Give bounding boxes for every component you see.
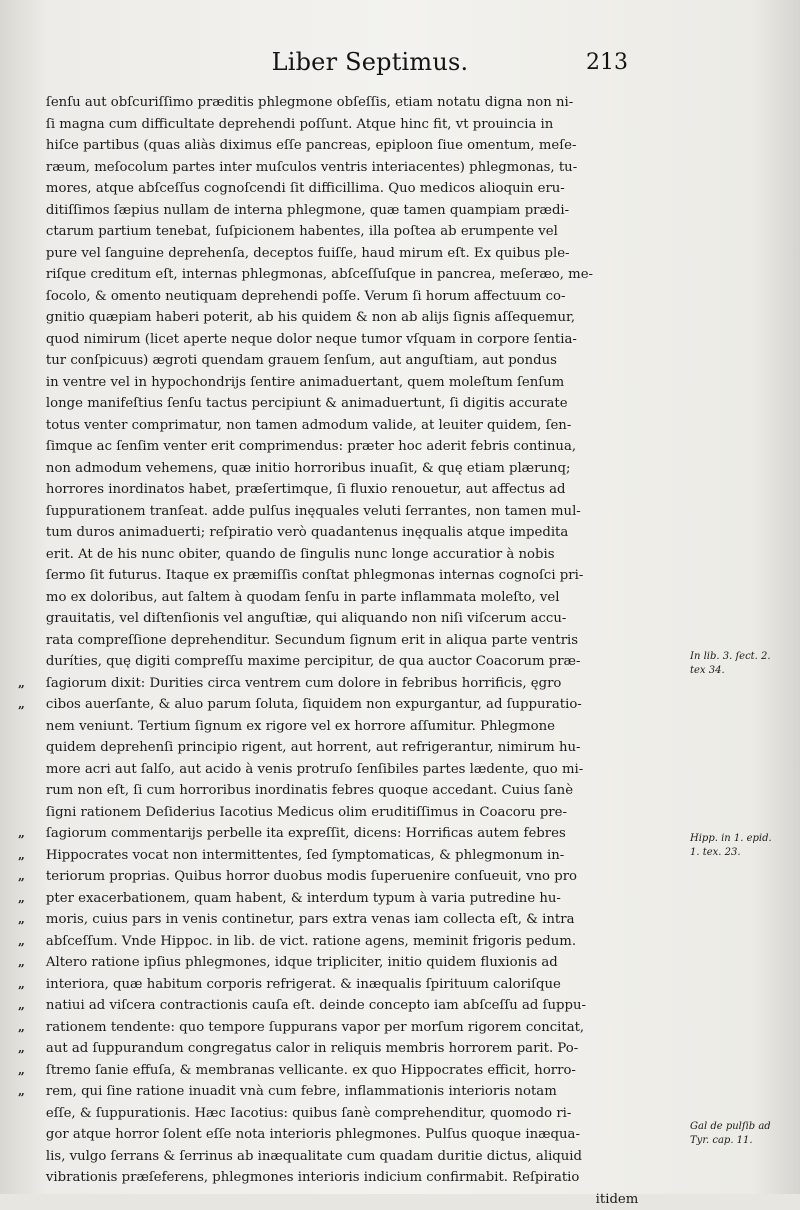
text-line [40, 673, 675, 695]
text-line [40, 694, 675, 716]
line-text: ſagiorum commentarijs perbelle ita expreſſit, dicens: Horrificas autem febres [40, 823, 668, 845]
quotation-marker: „ [18, 1017, 25, 1039]
body-text [40, 92, 675, 1210]
line-text: pure vel ſanguine deprehenſa, deceptos fuiſſe, haud mirum eſt. Ex quibus ple- [40, 243, 668, 265]
line-text: interiora, quæ habitum corporis refrigerat. & inæqualis ſpirituum caloriſque [40, 974, 668, 996]
line-text: mo ex doloribus, aut ſaltem à quodam ſenſu in parte inflammata moleſto, vel [40, 587, 668, 609]
line-text: natiui ad viſcera contractionis cauſa eſt. deinde concepto iam abſceſſu ad ſuppu- [40, 995, 668, 1017]
margin-note-line: Tyr. cap. 11. [690, 1134, 800, 1148]
line-text: longe manifeſtius ſenſu tactus percipiunt & animaduertunt, ſi digitis accurate [40, 393, 668, 415]
running-title: Liber Septimus. [240, 48, 500, 76]
line-text: ſigni rationem Deſiderius Iacotius Medicus olim eruditiſſimus in Coacoru pre- [40, 802, 668, 824]
text-line [40, 350, 675, 372]
line-text: moris, cuius pars in venis continetur, pars extra venas iam collecta eſt, & intra [40, 909, 668, 931]
quotation-marker: „ [18, 931, 25, 953]
text-line [40, 415, 675, 437]
line-text: tum duros animaduerti; reſpiratio verò quadantenus inęqualis atque impedita [40, 522, 668, 544]
text-line [40, 1167, 675, 1189]
line-text: rem, qui ſine ratione inuadit vnà cum febre, inflammationis interioris notam [40, 1081, 668, 1103]
quotation-marker: „ [18, 673, 25, 695]
text-line [40, 501, 675, 523]
text-line [40, 1124, 675, 1146]
text-line [40, 974, 675, 996]
line-text: ſimque ac ſenſim venter erit comprimendus: præter hoc aderit febris continua, [40, 436, 668, 458]
line-text: ſuppurationem tranſeat. adde pulſus inęquales veluti ſerrantes, non tamen mul- [40, 501, 668, 523]
line-text: duríties, quę digiti compreſſu maxime percipitur, de qua auctor Coacorum præ- [40, 651, 668, 673]
text-line [40, 200, 675, 222]
text-line [40, 264, 675, 286]
page-header [0, 48, 800, 88]
line-text: quod nimirum (licet aperte neque dolor neque tumor vſquam in corpore ſentia- [40, 329, 668, 351]
line-text: rationem tendente: quo tempore ſuppurans vapor per morſum rigorem concitat, [40, 1017, 668, 1039]
text-line [40, 651, 675, 673]
text-line [40, 866, 675, 888]
text-line [40, 888, 675, 910]
text-line [40, 931, 675, 953]
line-text: aut ad ſuppurandum congregatus calor in reliquis membris horrorem parit. Po- [40, 1038, 668, 1060]
line-text: rata compreſſione deprehenditur. Secundum ſignum erit in aliqua parte ventris [40, 630, 668, 652]
line-text: ſi magna cum difficultate deprehendi poſſunt. Atque hinc fit, vt prouincia in [40, 114, 668, 136]
text-line [40, 92, 675, 114]
text-line [40, 823, 675, 845]
text-line [40, 243, 675, 265]
quotation-marker: „ [18, 823, 25, 845]
text-line [40, 802, 675, 824]
text-line [40, 608, 675, 630]
text-line [40, 286, 675, 308]
text-line [40, 1060, 675, 1082]
quotation-marker: „ [18, 909, 25, 931]
line-text: lis, vulgo ſerrans & ſerrinus ab inæqualitate cum quadam duritie dictus, aliquid [40, 1146, 668, 1168]
margin-note-line: 1. tex. 23. [690, 846, 800, 860]
text-line [40, 995, 675, 1017]
line-text: ræum, meſocolum partes inter muſculos ventris interiacentes) phlegmonas, tu- [40, 157, 668, 179]
text-line [40, 630, 675, 652]
line-text: cibos auerſante, & aluo parum ſoluta, ſiquidem non expurgantur, ad ſuppuratio- [40, 694, 668, 716]
text-line [40, 329, 675, 351]
text-line [40, 307, 675, 329]
text-line [40, 135, 675, 157]
text-line [40, 178, 675, 200]
line-text: abſceſſum. Vnde Hippoc. in lib. de vict. ratione agens, meminit frigoris pedum. [40, 931, 668, 953]
line-text: ctarum partium tenebat, ſuſpicionem habentes, illa poſtea ab erumpente vel [40, 221, 668, 243]
text-line [40, 565, 675, 587]
text-line [40, 372, 675, 394]
line-text: teriorum proprias. Quibus horror duobus modis ſuperuenire conſueuit, vno pro [40, 866, 668, 888]
line-text: quidem deprehenſi principio rigent, aut horrent, aut refrigerantur, nimirum hu- [40, 737, 668, 759]
text-line [40, 522, 675, 544]
line-text: ſtremo ſanie effuſa, & membranas vellicante. ex quo Hippocrates efficit, horro- [40, 1060, 668, 1082]
margin-note-line: Hipp. in 1. epid. [690, 832, 800, 846]
text-line [40, 716, 675, 738]
margin-note-line: In lib. 3. ſect. 2. [690, 650, 800, 664]
quotation-marker: „ [18, 952, 25, 974]
text-line [40, 780, 675, 802]
line-text: ſagiorum dixit: Durities circa ventrem cum dolore in febribus horrificis, ęgro [40, 673, 668, 695]
text-line [40, 845, 675, 867]
quotation-marker: „ [18, 694, 25, 716]
quotation-marker: „ [18, 866, 25, 888]
text-line [40, 1038, 675, 1060]
text-line [40, 952, 675, 974]
line-text: erit. At de his nunc obiter, quando de ſingulis nunc longe accuratior à nobis [40, 544, 668, 566]
line-text: ſermo ſit futurus. Itaque ex præmiſſis conſtat phlegmonas internas cognoſci pri- [40, 565, 668, 587]
line-text: totus venter comprimatur, non tamen admodum valide, at leuiter quidem, ſen- [40, 415, 668, 437]
line-text: rum non eſt, ſi cum horroribus inordinatis febres quoque accedant. Cuius ſanè [40, 780, 668, 802]
quotation-marker: „ [18, 845, 25, 867]
line-text: itidem [40, 1189, 668, 1210]
text-line [40, 1103, 675, 1125]
line-text: mores, atque abſceſſus cognoſcendi ſit difficillima. Quo medicos alioquin eru- [40, 178, 668, 200]
line-text: Hippocrates vocat non intermittentes, ſed ſymptomaticas, & phlegmonum in- [40, 845, 668, 867]
quotation-marker: „ [18, 995, 25, 1017]
text-line [40, 1146, 675, 1168]
line-text: horrores inordinatos habet, præſertimque, ſi fluxio renouetur, aut affectus ad [40, 479, 668, 501]
line-text: riſque creditum eſt, internas phlegmonas, abſceſſuſque in pancrea, meſeræo, me- [40, 264, 668, 286]
quotation-marker: „ [18, 888, 25, 910]
line-text: grauitatis, vel diſtenſionis vel anguſtiæ, qui aliquando non niſi viſcerum accu- [40, 608, 668, 630]
line-text: vibrationis præſeferens, phlegmones interioris indicium confirmabit. Reſpiratio [40, 1167, 668, 1189]
line-text: pter exacerbationem, quam habent, & interdum typum à varia putredine hu- [40, 888, 668, 910]
line-text: hiſce partibus (quas aliàs diximus eſſe pancreas, epiploon ſiue omentum, meſe- [40, 135, 668, 157]
text-line [40, 1081, 675, 1103]
margin-note-3 [690, 1120, 800, 1148]
line-text: gor atque horror ſolent eſſe nota interioris phlegmones. Pulſus quoque inæqua- [40, 1124, 668, 1146]
text-line [40, 909, 675, 931]
text-line [40, 221, 675, 243]
text-line [40, 544, 675, 566]
line-text: more acri aut ſalſo, aut acido à venis protruſo ſenſibiles partes lædente, quo mi- [40, 759, 668, 781]
line-text: ſocolo, & omento neutiquam deprehendi poſſe. Verum ſi horum affectuum co- [40, 286, 668, 308]
text-line [40, 436, 675, 458]
margin-note-line: Gal de pulſib ad [690, 1120, 800, 1134]
text-line [40, 393, 675, 415]
line-text: nem veniunt. Tertium ſignum ex rigore vel ex horrore aſſumitur. Phlegmone [40, 716, 668, 738]
line-text: Altero ratione ipſius phlegmones, idque tripliciter, initio quidem fluxionis ad [40, 952, 668, 974]
text-line [40, 759, 675, 781]
margin-note-2 [690, 832, 800, 860]
line-text: in ventre vel in hypochondrijs ſentire animaduertant, quem moleſtum ſenſum [40, 372, 668, 394]
quotation-marker: „ [18, 1038, 25, 1060]
text-line [40, 114, 675, 136]
line-text: ditiſſimos ſæpius nullam de interna phlegmone, quæ tamen quampiam prædi- [40, 200, 668, 222]
quotation-marker: „ [18, 1081, 25, 1103]
text-line [40, 458, 675, 480]
line-text: tur conſpicuus) ægroti quendam grauem ſenſum, aut anguſtiam, aut pondus [40, 350, 668, 372]
margin-note-1 [690, 650, 800, 678]
line-text: ſenſu aut obſcuriſſimo præditis phlegmone obſeſſis, etiam notatu digna non ni- [40, 92, 668, 114]
margin-note-line: tex 34. [690, 664, 800, 678]
text-line [40, 587, 675, 609]
text-line [40, 737, 675, 759]
quotation-marker: „ [18, 1060, 25, 1082]
line-text: non admodum vehemens, quæ initio horroribus inuaſit, & quę etiam plærunq; [40, 458, 668, 480]
line-text: gnitio quæpiam haberi poterit, ab his quidem & non ab alijs ſignis aſſequemur, [40, 307, 668, 329]
page-number: 213 [586, 50, 628, 75]
text-line [40, 157, 675, 179]
quotation-marker: „ [18, 974, 25, 996]
text-line [40, 1017, 675, 1039]
text-line [40, 1189, 675, 1210]
text-line [40, 479, 675, 501]
line-text: eſſe, & ſuppurationis. Hæc Iacotius: quibus ſanè comprehenditur, quomodo ri- [40, 1103, 668, 1125]
